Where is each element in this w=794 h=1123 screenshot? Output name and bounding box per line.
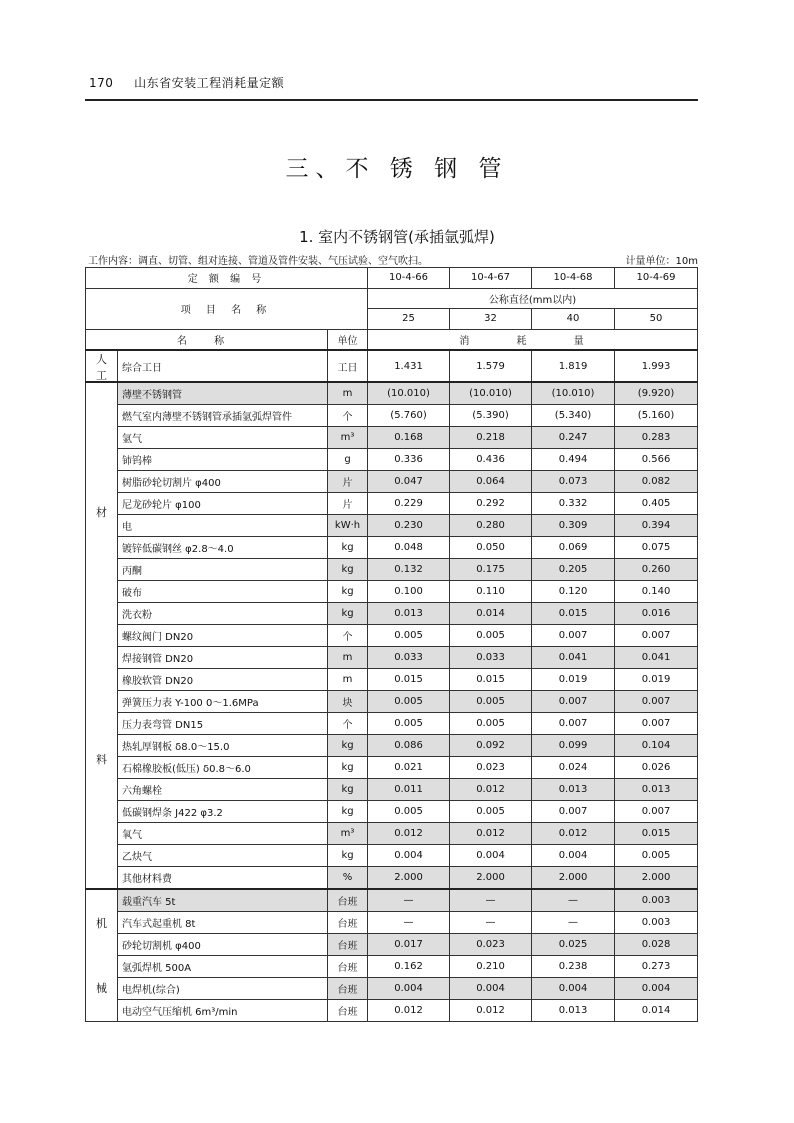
table-row: [86, 823, 698, 845]
value-cell: (5.160): [615, 405, 698, 427]
value-cell: 0.014: [450, 603, 532, 625]
value-cell: 0.012: [368, 823, 450, 845]
unit-note: 计量单位：10m: [625, 256, 698, 267]
item-name-cell: 薄壁不锈钢管: [118, 382, 328, 405]
value-cell: —: [368, 912, 450, 934]
item-unit-cell: 台班: [328, 1000, 368, 1022]
material-category-cell: [86, 382, 118, 889]
code-label: 定 额 编 号: [86, 268, 368, 289]
item-unit-cell: m: [328, 647, 368, 669]
table-row: [86, 515, 698, 537]
diameter-cell: 40: [532, 309, 615, 330]
value-cell: 0.028: [615, 934, 698, 956]
table-row: [86, 537, 698, 559]
value-cell: 0.005: [368, 713, 450, 735]
value-cell: 0.283: [615, 427, 698, 449]
value-cell: 0.247: [532, 427, 615, 449]
value-cell: 0.336: [368, 449, 450, 471]
table-row: [86, 889, 698, 912]
item-name-cell: 螺纹阀门 DN20: [118, 625, 328, 647]
value-cell: 0.023: [450, 934, 532, 956]
work-content: 工作内容：调直、切管、组对连接、管道及管件安装、气压试验、空气吹扫。: [88, 256, 428, 267]
value-cell: 0.005: [368, 801, 450, 823]
value-cell: 0.210: [450, 956, 532, 978]
category-char: 材: [96, 505, 107, 519]
value-cell: —: [532, 889, 615, 912]
value-cell: 0.004: [450, 978, 532, 1000]
item-label: 项 目 名 称: [86, 288, 368, 329]
value-cell: 1.993: [615, 350, 698, 382]
value-cell: 0.230: [368, 515, 450, 537]
item-unit-cell: 个: [328, 713, 368, 735]
value-cell: (5.760): [368, 405, 450, 427]
item-unit-cell: kg: [328, 735, 368, 757]
table-row: [86, 934, 698, 956]
diameter-label-row: [86, 288, 698, 309]
category-char: 工: [96, 369, 107, 382]
value-cell: (10.010): [368, 382, 450, 405]
table-row: [86, 647, 698, 669]
item-unit-cell: kg: [328, 845, 368, 867]
diameter-label: 公称直径(mm以内): [368, 288, 698, 309]
item-name-cell: 氧气: [118, 823, 328, 845]
item-name-cell: 低碳钢焊条 J422 φ3.2: [118, 801, 328, 823]
value-cell: 0.075: [615, 537, 698, 559]
value-cell: 2.000: [368, 867, 450, 890]
value-cell: 2.000: [450, 867, 532, 890]
machine-section: [86, 889, 698, 1022]
item-name-cell: 镀锌低碳钢丝 φ2.8～4.0: [118, 537, 328, 559]
item-unit-cell: 台班: [328, 956, 368, 978]
value-cell: 0.012: [450, 779, 532, 801]
item-unit-cell: 片: [328, 471, 368, 493]
item-unit-cell: 工日: [328, 350, 368, 382]
value-cell: 0.047: [368, 471, 450, 493]
item-name-cell: 载重汽车 5t: [118, 889, 328, 912]
value-cell: 0.260: [615, 559, 698, 581]
table-row: [86, 691, 698, 713]
value-cell: 0.394: [615, 515, 698, 537]
table-row: [86, 779, 698, 801]
value-cell: —: [532, 912, 615, 934]
value-cell: 0.280: [450, 515, 532, 537]
value-cell: 0.003: [615, 912, 698, 934]
item-name-cell: 汽车式起重机 8t: [118, 912, 328, 934]
value-cell: 0.048: [368, 537, 450, 559]
value-cell: 0.007: [615, 691, 698, 713]
code-cell: 10-4-66: [368, 268, 450, 289]
quota-table: [85, 267, 698, 1022]
item-name-cell: 洗衣粉: [118, 603, 328, 625]
table-row: [86, 669, 698, 691]
value-cell: 1.819: [532, 350, 615, 382]
value-cell: 0.273: [615, 956, 698, 978]
name-header: 名 称: [86, 329, 328, 350]
item-name-cell: 石棉橡胶板(低压) δ0.8～6.0: [118, 757, 328, 779]
value-cell: 0.073: [532, 471, 615, 493]
value-cell: 0.238: [532, 956, 615, 978]
table-row: [86, 713, 698, 735]
diameter-cell: 25: [368, 309, 450, 330]
item-unit-cell: 台班: [328, 912, 368, 934]
value-cell: 0.309: [532, 515, 615, 537]
value-cell: 1.579: [450, 350, 532, 382]
value-cell: —: [368, 889, 450, 912]
item-name-cell: 六角螺栓: [118, 779, 328, 801]
value-cell: 0.120: [532, 581, 615, 603]
item-name-cell: 热轧厚钢板 δ8.0～15.0: [118, 735, 328, 757]
value-cell: (5.340): [532, 405, 615, 427]
value-cell: 0.082: [615, 471, 698, 493]
value-cell: 0.003: [615, 889, 698, 912]
value-cell: 0.005: [368, 691, 450, 713]
value-cell: (5.390): [450, 405, 532, 427]
item-name-cell: 树脂砂轮切割片 φ400: [118, 471, 328, 493]
value-cell: 0.050: [450, 537, 532, 559]
item-name-cell: 氩气: [118, 427, 328, 449]
item-name-cell: 电动空气压缩机 6m³/min: [118, 1000, 328, 1022]
value-cell: 0.005: [450, 801, 532, 823]
value-cell: 0.023: [450, 757, 532, 779]
category-char: 械: [96, 981, 107, 995]
value-cell: 0.332: [532, 493, 615, 515]
item-unit-cell: g: [328, 449, 368, 471]
value-cell: 0.162: [368, 956, 450, 978]
labor-category-cell: [86, 350, 118, 382]
value-cell: 0.494: [532, 449, 615, 471]
value-cell: 0.015: [532, 603, 615, 625]
value-cell: 0.017: [368, 934, 450, 956]
value-cell: 0.024: [532, 757, 615, 779]
value-cell: 1.431: [368, 350, 450, 382]
book-title: 山东省安装工程消耗量定额: [134, 76, 285, 90]
value-cell: 0.033: [450, 647, 532, 669]
table-row: [86, 757, 698, 779]
value-cell: 0.041: [532, 647, 615, 669]
item-unit-cell: m³: [328, 823, 368, 845]
value-cell: 0.012: [450, 823, 532, 845]
value-cell: 0.004: [368, 978, 450, 1000]
material-section: [86, 382, 698, 889]
value-cell: 0.218: [450, 427, 532, 449]
value-cell: 0.014: [615, 1000, 698, 1022]
value-cell: 0.005: [450, 691, 532, 713]
item-unit-cell: kg: [328, 537, 368, 559]
table-row: [86, 471, 698, 493]
value-cell: 0.092: [450, 735, 532, 757]
value-cell: 0.011: [368, 779, 450, 801]
item-name-cell: 其他材料费: [118, 867, 328, 890]
value-cell: 0.004: [532, 978, 615, 1000]
item-unit-cell: 个: [328, 625, 368, 647]
value-cell: 0.566: [615, 449, 698, 471]
value-cell: 0.015: [450, 669, 532, 691]
value-cell: 0.168: [368, 427, 450, 449]
value-cell: 0.436: [450, 449, 532, 471]
value-cell: 0.033: [368, 647, 450, 669]
column-header-row: [86, 329, 698, 350]
category-char: 人: [96, 353, 107, 366]
value-cell: 0.132: [368, 559, 450, 581]
item-unit-cell: kg: [328, 757, 368, 779]
item-unit-cell: 台班: [328, 978, 368, 1000]
code-cell: 10-4-68: [532, 268, 615, 289]
value-cell: 0.175: [450, 559, 532, 581]
value-cell: 0.021: [368, 757, 450, 779]
table-row: [86, 845, 698, 867]
value-cell: 0.086: [368, 735, 450, 757]
value-cell: 0.015: [615, 823, 698, 845]
value-cell: 0.012: [368, 1000, 450, 1022]
value-cell: 0.104: [615, 735, 698, 757]
value-cell: —: [450, 889, 532, 912]
value-cell: (10.010): [532, 382, 615, 405]
table-row: [86, 350, 698, 382]
value-cell: 0.004: [450, 845, 532, 867]
item-name-cell: 氩弧焊机 500A: [118, 956, 328, 978]
item-unit-cell: m³: [328, 427, 368, 449]
value-cell: 0.041: [615, 647, 698, 669]
item-name-cell: 尼龙砂轮片 φ100: [118, 493, 328, 515]
table-row: [86, 735, 698, 757]
item-name-cell: 燃气室内薄壁不锈钢管承插氩弧焊管件: [118, 405, 328, 427]
item-name-cell: 丙酮: [118, 559, 328, 581]
table-row: [86, 978, 698, 1000]
diameter-cell: 32: [450, 309, 532, 330]
value-cell: 0.229: [368, 493, 450, 515]
item-unit-cell: kg: [328, 603, 368, 625]
value-cell: 0.005: [368, 625, 450, 647]
value-cell: (9.920): [615, 382, 698, 405]
value-cell: 0.069: [532, 537, 615, 559]
code-cell: 10-4-69: [615, 268, 698, 289]
item-unit-cell: kg: [328, 581, 368, 603]
item-name-cell: 综合工日: [118, 350, 328, 382]
table-row: [86, 603, 698, 625]
value-cell: 0.100: [368, 581, 450, 603]
value-cell: 0.012: [532, 823, 615, 845]
category-char: 料: [96, 753, 107, 767]
labor-section: [86, 350, 698, 382]
value-cell: 0.099: [532, 735, 615, 757]
item-unit-cell: m: [328, 669, 368, 691]
value-cell: 0.007: [532, 713, 615, 735]
item-unit-cell: kg: [328, 559, 368, 581]
item-name-cell: 电: [118, 515, 328, 537]
value-cell: (10.010): [450, 382, 532, 405]
value-cell: 0.026: [615, 757, 698, 779]
item-name-cell: 弹簧压力表 Y-100 0～1.6MPa: [118, 691, 328, 713]
item-unit-cell: 台班: [328, 934, 368, 956]
item-name-cell: 焊接钢管 DN20: [118, 647, 328, 669]
table-row: [86, 449, 698, 471]
code-cell: 10-4-67: [450, 268, 532, 289]
consumption-header: 消 耗 量: [368, 329, 698, 350]
value-cell: 0.025: [532, 934, 615, 956]
value-cell: 0.205: [532, 559, 615, 581]
value-cell: 0.007: [615, 713, 698, 735]
item-unit-cell: kW·h: [328, 515, 368, 537]
value-cell: 0.013: [532, 779, 615, 801]
table-row: [86, 581, 698, 603]
item-unit-cell: 台班: [328, 889, 368, 912]
table-row: [86, 867, 698, 890]
table-row: [86, 1000, 698, 1022]
value-cell: 0.005: [615, 845, 698, 867]
item-name-cell: 压力表弯管 DN15: [118, 713, 328, 735]
table-row: [86, 559, 698, 581]
table-row: [86, 956, 698, 978]
item-unit-cell: m: [328, 382, 368, 405]
code-row: [86, 268, 698, 289]
value-cell: 0.004: [615, 978, 698, 1000]
unit-header: 单位: [328, 329, 368, 350]
diameter-cell: 50: [615, 309, 698, 330]
value-cell: 0.019: [532, 669, 615, 691]
item-unit-cell: 块: [328, 691, 368, 713]
value-cell: 0.005: [450, 625, 532, 647]
value-cell: 2.000: [532, 867, 615, 890]
item-unit-cell: kg: [328, 801, 368, 823]
table-row: [86, 427, 698, 449]
value-cell: 0.013: [615, 779, 698, 801]
item-unit-cell: 片: [328, 493, 368, 515]
table-row: [86, 801, 698, 823]
item-name-cell: 破布: [118, 581, 328, 603]
table-row: [86, 405, 698, 427]
table-row: [86, 912, 698, 934]
item-unit-cell: %: [328, 867, 368, 890]
machine-category-cell: [86, 889, 118, 1022]
value-cell: 0.015: [368, 669, 450, 691]
value-cell: 0.064: [450, 471, 532, 493]
value-cell: 0.005: [450, 713, 532, 735]
value-cell: 2.000: [615, 867, 698, 890]
value-cell: 0.007: [615, 801, 698, 823]
value-cell: 0.013: [532, 1000, 615, 1022]
table-row: [86, 382, 698, 405]
value-cell: 0.019: [615, 669, 698, 691]
category-label: [86, 891, 117, 1020]
value-cell: 0.004: [368, 845, 450, 867]
category-char: 机: [96, 917, 107, 931]
value-cell: 0.012: [450, 1000, 532, 1022]
table-title: 1. 室内不锈钢管(承插氩弧焊): [299, 228, 495, 246]
value-cell: 0.013: [368, 603, 450, 625]
item-name-cell: 砂轮切割机 φ400: [118, 934, 328, 956]
page-number: 170: [89, 76, 114, 90]
item-name-cell: 橡胶软管 DN20: [118, 669, 328, 691]
value-cell: 0.007: [615, 625, 698, 647]
item-unit-cell: kg: [328, 779, 368, 801]
item-name-cell: 电焊机(综合): [118, 978, 328, 1000]
value-cell: 0.007: [532, 691, 615, 713]
table-row: [86, 493, 698, 515]
item-name-cell: 乙炔气: [118, 845, 328, 867]
value-cell: 0.004: [532, 845, 615, 867]
value-cell: 0.110: [450, 581, 532, 603]
item-name-cell: 铈钨棒: [118, 449, 328, 471]
value-cell: 0.016: [615, 603, 698, 625]
running-header: [89, 74, 284, 91]
value-cell: 0.405: [615, 493, 698, 515]
category-label: [86, 388, 117, 883]
value-cell: 0.292: [450, 493, 532, 515]
section-title: 三、不 锈 钢 管: [285, 156, 509, 182]
value-cell: —: [450, 912, 532, 934]
category-label: [86, 351, 117, 381]
header-rule: [85, 99, 698, 101]
value-cell: 0.007: [532, 801, 615, 823]
value-cell: 0.007: [532, 625, 615, 647]
item-unit-cell: 个: [328, 405, 368, 427]
value-cell: 0.140: [615, 581, 698, 603]
table-row: [86, 625, 698, 647]
